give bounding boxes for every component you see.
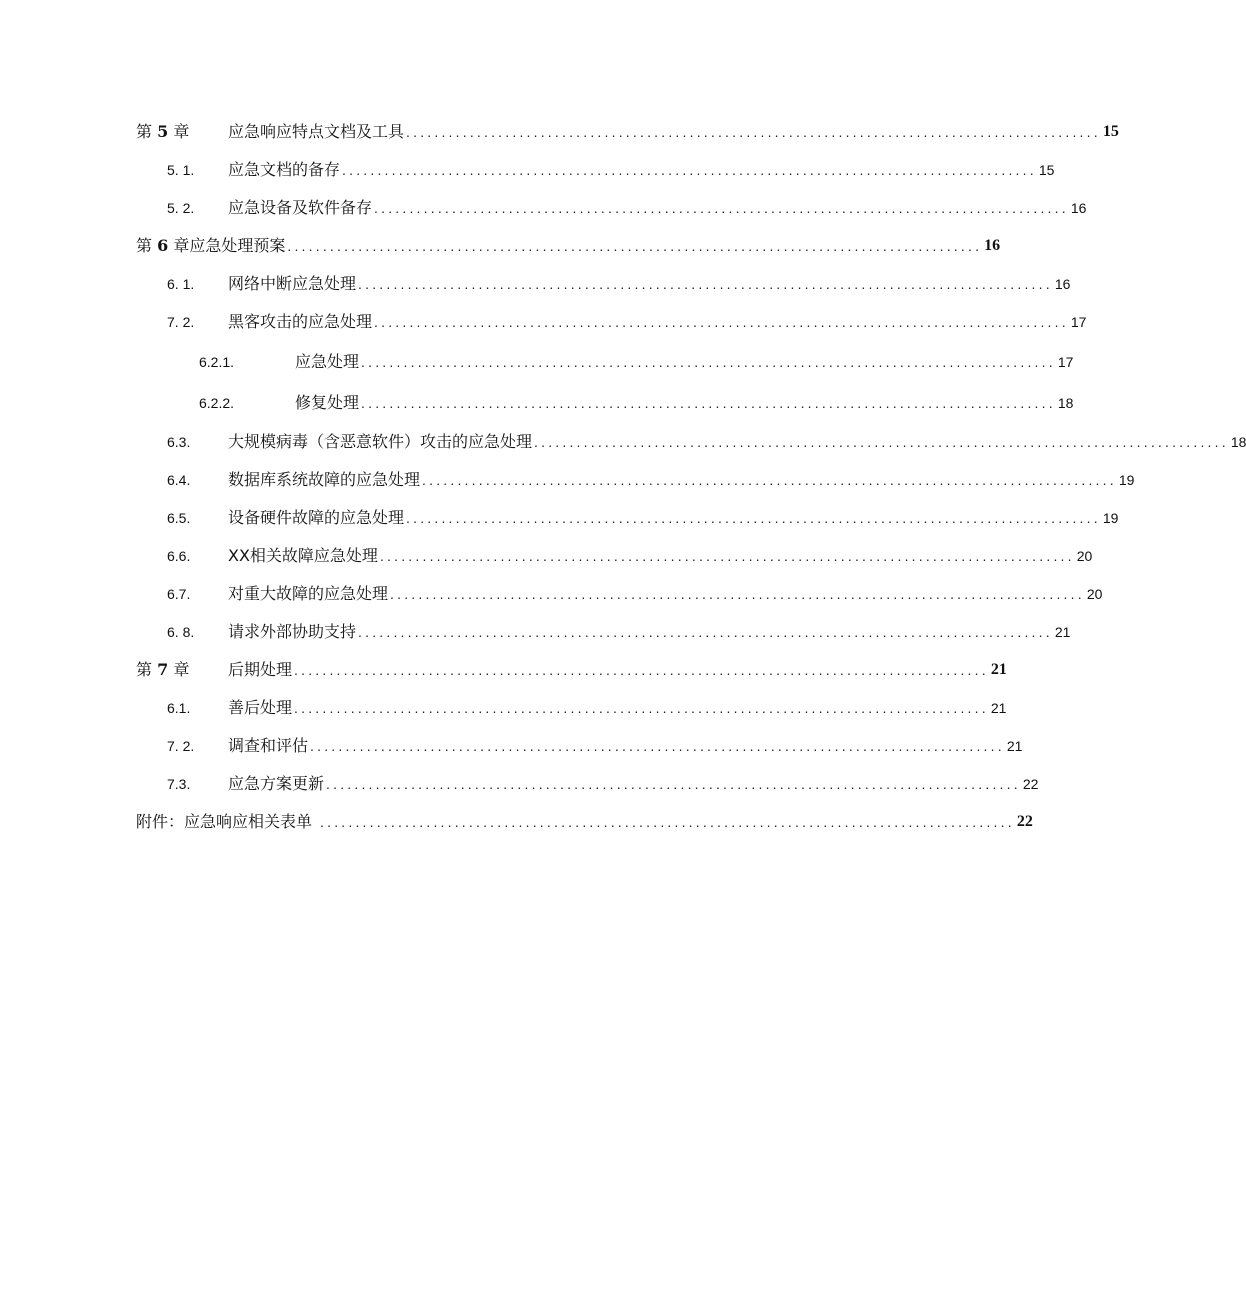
toc-entry-number: 第 7 章	[136, 660, 190, 679]
toc-entry-chapter-5[interactable]	[136, 116, 1119, 142]
toc-entry-leader: ..................................................................................................	[406, 510, 1101, 526]
toc-entry-page: 21	[990, 700, 1007, 716]
toc-entry-page: 16	[1070, 200, 1087, 216]
toc-entry-page: 17	[1070, 314, 1087, 330]
toc-entry-leader: ..................................................................................................	[406, 124, 1101, 140]
toc-entry-leader: ..................................................................................................	[374, 314, 1069, 330]
toc-entry-leader: ..................................................................................................	[294, 700, 989, 716]
toc-entry-number: 6.2.1.	[199, 354, 235, 370]
toc-entry-page: 20	[1076, 548, 1093, 564]
toc-entry-chapter-6[interactable]	[136, 230, 1001, 256]
toc-entry-title: 应急文档的备存	[228, 160, 341, 179]
toc-entry-leader: ..................................................................................................	[358, 276, 1053, 292]
toc-entry-page: 16	[984, 237, 1001, 254]
toc-entry-5-1[interactable]	[167, 154, 1055, 180]
toc-entry-title: 应急处理	[295, 352, 360, 371]
toc-entry-leader: ..................................................................................................	[320, 814, 1015, 830]
toc-entry-number: 7. 2.	[167, 314, 195, 330]
toc-entry-title: 调查和评估	[228, 736, 309, 755]
toc-entry-leader: ..................................................................................................	[534, 434, 1229, 450]
toc-entry-title: 请求外部协助支持	[228, 622, 357, 641]
toc-entry-page: 20	[1086, 586, 1103, 602]
toc-entry-title: 应急设备及软件备存	[228, 198, 373, 217]
toc-entry-6-1-aftermath[interactable]	[167, 692, 1007, 718]
toc-entry-page: 18	[1057, 395, 1074, 411]
toc-entry-leader: ..................................................................................................	[361, 354, 1056, 370]
toc-entry-page: 18	[1230, 434, 1246, 450]
toc-entry-page: 17	[1057, 354, 1074, 370]
toc-entry-leader: ..................................................................................................	[374, 200, 1069, 216]
toc-entry-title: 应急方案更新	[228, 774, 325, 793]
toc-entry-leader: ..................................................................................................	[287, 238, 983, 254]
toc-entry-page: 21	[1006, 738, 1023, 754]
toc-entry-leader: ..................................................................................................	[379, 548, 1075, 564]
toc-entry-number: 第 5 章	[136, 122, 190, 141]
toc-entry-6-5[interactable]	[167, 502, 1119, 528]
toc-entry-6-2-1[interactable]	[199, 346, 1074, 372]
toc-entry-number: 5. 2.	[167, 200, 195, 216]
toc-entry-title: 附件：应急响应相关表单	[136, 812, 313, 831]
toc-entry-number: 7. 2.	[167, 738, 195, 754]
toc-entry-number: 6.7.	[167, 586, 191, 602]
toc-entry-title: 修复处理	[295, 393, 360, 412]
toc-entry-title: 应急响应特点文档及工具	[228, 122, 405, 141]
toc-entry-leader: ..................................................................................................	[310, 738, 1005, 754]
toc-entry-leader: ..................................................................................................	[361, 395, 1056, 411]
toc-entry-leader: ..................................................................................................	[422, 472, 1117, 488]
toc-entry-number: 6.6.	[167, 548, 191, 564]
toc-entry-number: 第 6 章	[136, 236, 190, 255]
toc-entry-page: 15	[1038, 162, 1055, 178]
toc-entry-6-8[interactable]	[167, 616, 1071, 642]
toc-entry-page: 15	[1102, 123, 1119, 140]
toc-entry-number: 6.4.	[167, 472, 191, 488]
toc-entry-7-3[interactable]	[167, 768, 1039, 794]
toc-entry-title: 设备硬件故障的应急处理	[228, 508, 405, 527]
toc-entry-page: 21	[990, 661, 1007, 678]
toc-entry-number: 6. 8.	[167, 624, 195, 640]
toc-entry-leader: ..................................................................................................	[342, 162, 1037, 178]
toc-entry-leader: ..................................................................................................	[358, 624, 1053, 640]
toc-entry-6-3[interactable]	[167, 426, 1246, 452]
toc-entry-page: 21	[1054, 624, 1071, 640]
toc-entry-leader: ..................................................................................................	[326, 776, 1021, 792]
toc-entry-title: 数据库系统故障的应急处理	[228, 470, 421, 489]
toc-entry-number: 5. 1.	[167, 162, 195, 178]
toc-entry-7-2-investigation[interactable]	[167, 730, 1023, 756]
toc-entry-title: 善后处理	[228, 698, 293, 717]
toc-entry-title: 对重大故障的应急处理	[228, 584, 389, 603]
toc-entry-title: 后期处理	[228, 660, 293, 679]
toc-entry-title: XX相关故障应急处理	[228, 546, 378, 565]
toc-entry-title: 网络中断应急处理	[228, 274, 357, 293]
toc-entry-title: 应急处理预案	[189, 236, 286, 255]
toc-entry-number: 6. 1.	[167, 276, 195, 292]
toc-entry-number: 6.5.	[167, 510, 191, 526]
toc-entry-6-6[interactable]	[167, 540, 1093, 566]
toc-entry-leader: ..................................................................................................	[294, 662, 989, 678]
toc-entry-6-2-2[interactable]	[199, 387, 1074, 413]
toc-entry-6-4[interactable]	[167, 464, 1135, 490]
toc-entry-number: 6.3.	[167, 434, 191, 450]
toc-entry-title: 大规模病毒（含恶意软件）攻击的应急处理	[228, 432, 533, 451]
toc-entry-title: 黑客攻击的应急处理	[228, 312, 373, 331]
toc-entry-6-1[interactable]	[167, 268, 1071, 294]
toc-entry-number: 6.1.	[167, 700, 191, 716]
toc-entry-page: 19	[1118, 472, 1135, 488]
toc-entry-page: 22	[1016, 813, 1033, 830]
toc-entry-page: 19	[1102, 510, 1119, 526]
toc-entry-number: 7.3.	[167, 776, 191, 792]
toc-entry-number: 6.2.2.	[199, 395, 235, 411]
toc-entry-7-2-hacker[interactable]	[167, 306, 1087, 332]
toc-entry-chapter-7[interactable]	[136, 654, 1007, 680]
toc-entry-page: 16	[1054, 276, 1071, 292]
toc-entry-leader: ..................................................................................................	[390, 586, 1085, 602]
toc-entry-appendix[interactable]	[136, 806, 1033, 832]
toc-entry-5-2[interactable]	[167, 192, 1087, 218]
toc-entry-6-7[interactable]	[167, 578, 1103, 604]
toc-entry-page: 22	[1022, 776, 1039, 792]
